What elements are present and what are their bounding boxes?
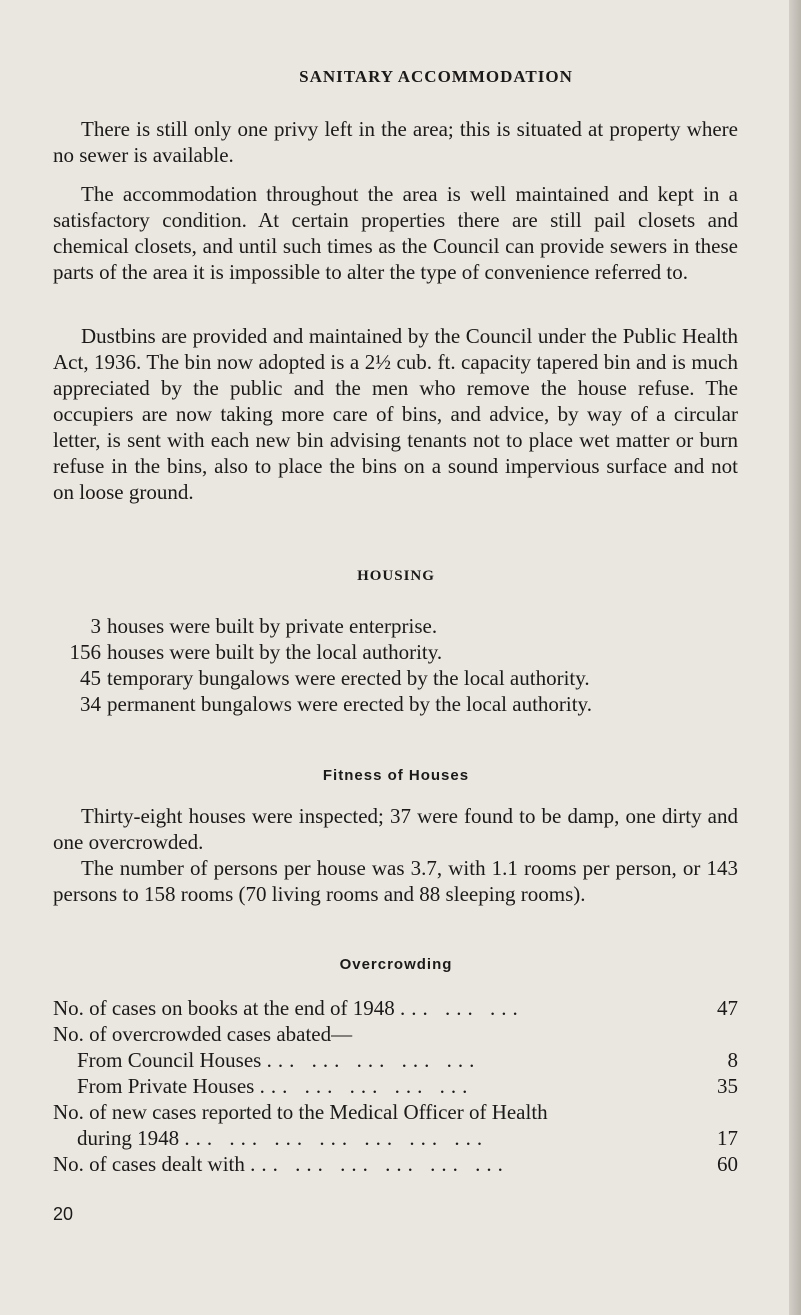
- paragraph-persons: The number of persons per house was 3.7, with 1.1 rooms per person, or 143 persons to 158 rooms (70 living rooms and 88 sleeping rooms).: [53, 856, 738, 906]
- list-item: [53, 613, 738, 639]
- housing-count: 3: [90, 614, 101, 638]
- row-label: No. of cases dealt with: [53, 1152, 245, 1176]
- page-number: 20: [53, 1204, 74, 1224]
- overcrowding-table: [53, 995, 738, 1177]
- row-value: [698, 1099, 738, 1125]
- fitness-heading: Fitness of Houses: [322, 767, 470, 784]
- table-row: [53, 1125, 738, 1151]
- row-value: [698, 1021, 738, 1047]
- row-label: From Private Houses: [77, 1074, 255, 1098]
- row-label: No. of new cases reported to the Medical Officer of Health: [53, 1100, 548, 1124]
- housing-text: permanent bungalows were erected by the local authority.: [107, 692, 592, 716]
- housing-count: 156: [69, 640, 101, 664]
- table-row: [53, 1021, 738, 1047]
- paragraph-privy: There is still only one privy left in the area; this is situated at property where no sewer is available.: [53, 117, 738, 167]
- row-value: 17: [717, 1126, 738, 1150]
- overcrowding-heading: Overcrowding: [339, 956, 453, 973]
- row-value: 60: [717, 1152, 738, 1176]
- table-row: [53, 995, 738, 1021]
- table-row: [53, 1099, 738, 1125]
- leader-dots: ... ... ... ... ...: [266, 1048, 481, 1072]
- list-item: [53, 639, 738, 665]
- page-title: SANITARY ACCOMMODATION: [299, 67, 573, 86]
- housing-count: 45: [80, 666, 101, 690]
- row-value: 8: [727, 1048, 738, 1072]
- row-label: No. of cases on books at the end of 1948: [53, 996, 395, 1020]
- housing-text: houses were built by the local authority.: [107, 640, 443, 664]
- housing-heading: HOUSING: [357, 568, 435, 584]
- housing-count: 34: [80, 692, 101, 716]
- row-label: From Council Houses: [77, 1048, 262, 1072]
- list-item: [53, 691, 738, 717]
- housing-list: [53, 613, 738, 717]
- leader-dots: ... ... ... ... ...: [259, 1074, 474, 1098]
- list-item: [53, 665, 738, 691]
- row-label: during 1948: [77, 1126, 180, 1150]
- leader-dots: ... ... ... ... ... ...: [250, 1152, 509, 1176]
- leader-dots: ... ... ... ... ... ... ...: [184, 1126, 489, 1150]
- paragraph-dustbins: Dustbins are provided and maintained by the Council under the Public Health Act, 1936. The bin now adopted is a 2½ cub. ft. capacity tapered bin and is much appreciated by the public and the men who remove the house refuse. The occupiers are now taking more care of bins, and advice, by way of a circular letter, is sent with each new bin advising tenants not to place wet matter or burn refuse in the bins, also to place the bins on a sound impervious surface and not on loose ground.: [53, 324, 738, 504]
- housing-text: temporary bungalows were erected by the local authority.: [107, 666, 590, 690]
- table-row: [53, 1073, 738, 1099]
- row-value: 47: [717, 996, 738, 1020]
- row-label: No. of overcrowded cases abated—: [53, 1022, 353, 1046]
- row-value: 35: [717, 1074, 738, 1098]
- paragraph-accommodation: The accommodation throughout the area is well maintained and kept in a satisfactory condition. At certain properties there are still pail closets and chemical closets, and until such times as the Council can provide sewers in these parts of the area it is impossible to alter the type of convenience referred to.: [53, 182, 738, 284]
- housing-text: houses were built by private enterprise.: [107, 614, 438, 638]
- table-row: [53, 1151, 738, 1177]
- paragraph-inspection: Thirty-eight houses were inspected; 37 were found to be damp, one dirty and one overcrowded.: [53, 804, 738, 854]
- table-row: [53, 1047, 738, 1073]
- page-edge: [789, 0, 801, 1315]
- leader-dots: ... ... ...: [400, 996, 524, 1020]
